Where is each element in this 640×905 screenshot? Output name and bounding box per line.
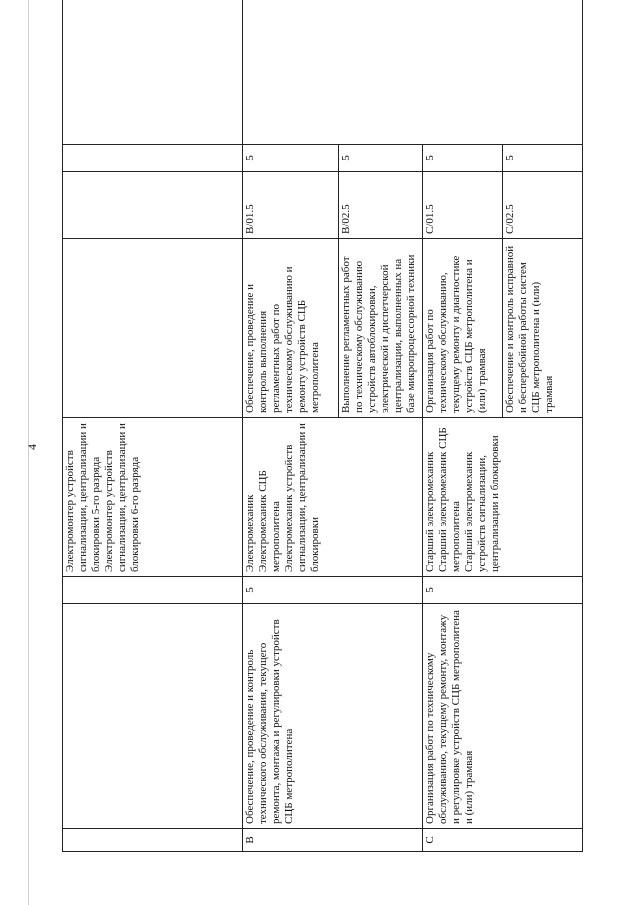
level-cell: 5 <box>243 577 423 604</box>
page-number: 4 <box>25 444 39 450</box>
code-cell: B <box>243 829 423 852</box>
professions-cell <box>423 418 583 577</box>
sub-level-cell <box>63 145 243 172</box>
table-row <box>63 0 243 852</box>
sub-code-cell: C/02.5 <box>503 172 583 239</box>
profession-text: Электромеханик устройств сигнализации, централизации и блокировки <box>282 423 321 572</box>
professions-cell <box>63 418 243 577</box>
profession-text: Электромеханик СЦБ метрополитена <box>256 470 282 572</box>
scan-edge-line <box>28 0 29 905</box>
sub-code-cell: B/01.5 <box>243 172 339 239</box>
profession-text: Старший электромеханик СЦБ метрополитена <box>436 427 462 572</box>
extra-cell <box>63 0 243 145</box>
subfunction-cell <box>63 239 243 418</box>
profession-text: Электромеханик <box>244 494 256 572</box>
code-cell <box>63 829 243 852</box>
sub-code-cell: C/01.5 <box>423 172 503 239</box>
functions-table <box>62 0 583 852</box>
rotated-table-container <box>62 62 582 852</box>
function-cell: Обеспечение, проведение и контроль технического обслуживания, текущего ремонта, монтажа и регулировки устройств СЦБ метрополитена <box>243 604 423 829</box>
level-cell <box>63 577 243 604</box>
code-cell: C <box>423 829 583 852</box>
profession-text: Электромонтер устройств сигнализации, централизации и блокировки 5-го разряда <box>64 423 102 572</box>
extra-cell <box>243 0 583 145</box>
profession-text: Электромонтер устройств сигнализации, централизации и блокировки 6-го разряда <box>102 423 141 572</box>
sub-level-cell: 5 <box>243 145 339 172</box>
function-cell: Организация работ по техническому обслуживанию, текущему ремонту, монтажу и регулировке устройств СЦБ метрополитена и (или) трамвая <box>423 604 583 829</box>
profession-text: Старший электромеханик <box>424 451 436 572</box>
subfunction-cell: Обеспечение и контроль исправной и бесперебойной работы систем СЦБ метрополитена и (или) трамвая <box>503 239 583 418</box>
profession-text: Старший электромеханик устройств сигнализации, централизации и блокировки <box>462 435 501 572</box>
sub-level-cell: 5 <box>503 145 583 172</box>
function-cell <box>63 604 243 829</box>
subfunction-cell: Организация работ по техническому обслуживанию, текущему ремонту и диагностике устройств СЦБ метрополитена и (или) трамвая <box>423 239 503 418</box>
sub-code-cell: B/02.5 <box>339 172 423 239</box>
sub-code-cell <box>63 172 243 239</box>
sub-level-cell: 5 <box>339 145 423 172</box>
subfunction-cell: Выполнение регламентных работ по техническому обслуживанию устройств автоблокировки, электрической и диспетчерской централизации, выполненных на базе микропроцессорной техники <box>339 239 423 418</box>
table-row <box>243 0 339 852</box>
professions-cell <box>243 418 423 577</box>
level-cell: 5 <box>423 577 583 604</box>
subfunction-cell: Обеспечение, проведение и контроль выполнения регламентных работ по техническому обслуживанию и ремонту устройств СЦБ метрополитена <box>243 239 339 418</box>
sub-level-cell: 5 <box>423 145 503 172</box>
